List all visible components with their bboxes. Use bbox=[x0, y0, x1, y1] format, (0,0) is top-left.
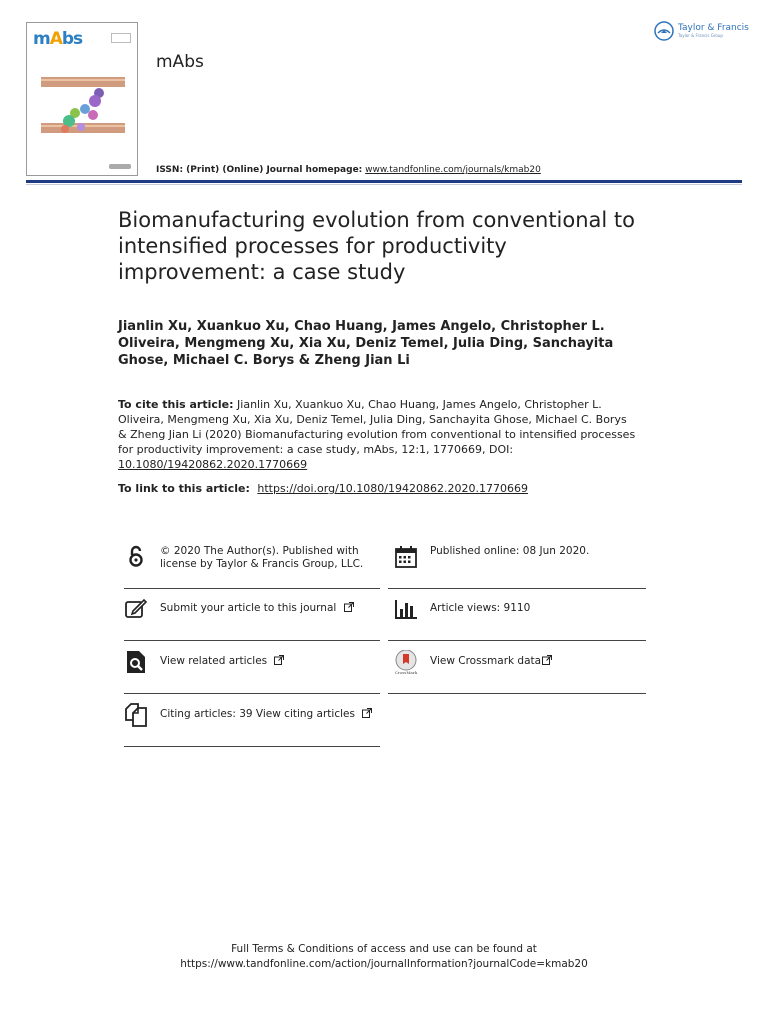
bar-chart-icon bbox=[394, 597, 418, 621]
grid-divider bbox=[124, 640, 380, 641]
grid-divider bbox=[388, 640, 646, 641]
terms-line: Full Terms & Conditions of access and use can be found at bbox=[231, 943, 537, 955]
article-title: Biomanufacturing evolution from conventional to intensified processes for productivity improvement: a case study bbox=[118, 208, 636, 284]
cover-logo: mAbs bbox=[33, 29, 83, 49]
external-link-icon bbox=[274, 655, 284, 665]
grid-divider bbox=[388, 588, 646, 589]
open-access-icon bbox=[124, 545, 148, 569]
terms-url[interactable]: https://www.tandfonline.com/action/journalInformation?journalCode=kmab20 bbox=[180, 958, 588, 970]
journal-cover bbox=[26, 22, 138, 176]
issn-label: ISSN: (Print) (Online) Journal homepage: bbox=[156, 165, 363, 175]
cover-publisher-mark bbox=[109, 164, 131, 169]
grid-divider bbox=[124, 588, 380, 589]
header-divider-thin bbox=[26, 184, 742, 185]
related-articles-link[interactable] bbox=[124, 650, 380, 674]
publisher-logo[interactable] bbox=[654, 21, 749, 41]
article-views-text: Article views: 9110 bbox=[430, 602, 531, 614]
header-divider bbox=[26, 180, 742, 183]
cite-doi-link[interactable]: 10.1080/19420862.2020.1770669 bbox=[118, 458, 308, 471]
crossmark-text: View Crossmark data bbox=[430, 655, 542, 667]
license-info bbox=[124, 545, 374, 571]
crossmark-label: CrossMark bbox=[394, 670, 418, 675]
issn-line bbox=[156, 165, 541, 175]
grid-divider bbox=[388, 693, 646, 694]
calendar-icon bbox=[394, 545, 418, 569]
article-doi-link[interactable]: https://doi.org/10.1080/19420862.2020.1770669 bbox=[257, 482, 528, 495]
search-document-icon bbox=[124, 650, 148, 674]
submit-article-link[interactable] bbox=[124, 597, 380, 621]
cite-label: To cite this article: bbox=[118, 398, 234, 411]
submit-article-text: Submit your article to this journal bbox=[160, 602, 337, 614]
cite-text: Jianlin Xu, Xuankuo Xu, Chao Huang, James Angelo, Christopher L. Oliveira, Mengmeng Xu, Xia Xu, Deniz Temel, Julia Ding, Sanchayita Ghose, Michael C. Borys & Zheng Jian Li (2020) Biomanufacturing evolution from conventional to intensified processes for productivity improvement: a case study, mAbs, 12:1, 1770669, DOI: bbox=[118, 398, 636, 456]
external-link-icon bbox=[344, 602, 354, 612]
grid-divider bbox=[124, 693, 380, 694]
publisher-emblem-icon bbox=[654, 21, 674, 41]
citing-icon bbox=[124, 703, 148, 727]
cover-illustration bbox=[37, 65, 129, 165]
journal-homepage-link[interactable]: www.tandfonline.com/journals/kmab20 bbox=[365, 165, 541, 175]
citation-block bbox=[118, 397, 638, 472]
external-link-icon bbox=[542, 655, 552, 665]
terms-footer bbox=[0, 942, 768, 972]
crossmark-icon bbox=[394, 650, 418, 674]
crossmark-link[interactable] bbox=[394, 650, 644, 674]
edit-icon bbox=[124, 597, 148, 621]
grid-divider bbox=[124, 746, 380, 747]
cover-issn-box bbox=[111, 33, 131, 43]
published-info bbox=[394, 545, 644, 569]
publisher-name: Taylor & Francis bbox=[678, 23, 749, 33]
citing-articles-link[interactable] bbox=[124, 703, 380, 727]
external-link-icon bbox=[362, 708, 372, 718]
citing-articles-text: Citing articles: 39 View citing articles bbox=[160, 708, 355, 720]
published-text: Published online: 08 Jun 2020. bbox=[430, 545, 590, 557]
link-label: To link to this article: bbox=[118, 482, 250, 495]
publisher-sub: Taylor & Francis Group bbox=[678, 33, 723, 38]
license-text: © 2020 The Author(s). Published with license by Taylor & Francis Group, LLC. bbox=[160, 545, 364, 570]
article-authors: Jianlin Xu, Xuankuo Xu, Chao Huang, James Angelo, Christopher L. Oliveira, Mengmeng Xu, Xia Xu, Deniz Temel, Julia Ding, Sanchayita Ghose, Michael C. Borys & Zheng Jian Li bbox=[118, 319, 614, 368]
journal-name: mAbs bbox=[156, 52, 204, 72]
article-link-line bbox=[118, 482, 528, 495]
article-views bbox=[394, 597, 644, 621]
related-articles-text: View related articles bbox=[160, 655, 268, 667]
